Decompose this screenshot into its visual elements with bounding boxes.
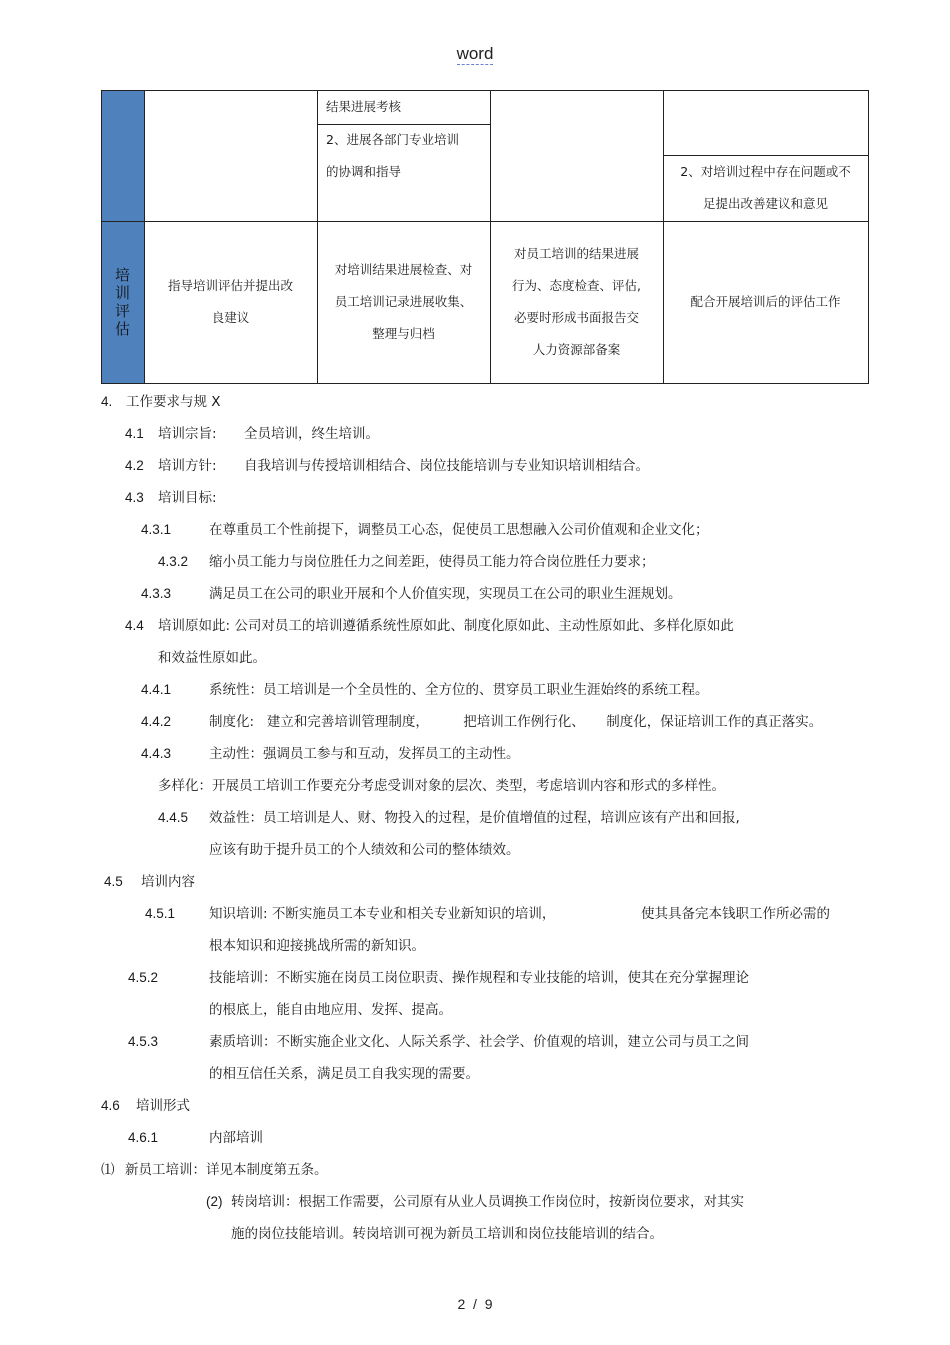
cell-text: 对员工培训的结果进展	[513, 246, 639, 261]
section-text: 知识培训: 不断实施员工本专业和相关专业新知识的培训，	[209, 906, 556, 922]
section-text: 满足员工在公司的职业开展和个人价值实现，实现员工在公司的职业生涯规划。	[209, 586, 682, 602]
section-number: 4.5.2	[128, 970, 159, 985]
section-number: 4.6.1	[128, 1130, 159, 1145]
section-text: 在尊重员工个性前提下，调整员工心态，促使员工思想融入公司价值观和企业文化；	[209, 522, 709, 538]
section-text: 的相互信任关系，满足员工自我实现的需要。	[209, 1066, 479, 1082]
section-text: 全员培训，终生培训。	[244, 426, 379, 442]
cell-text: 的协调和指导	[326, 164, 402, 179]
page-number: 2 / 9	[457, 1296, 493, 1312]
section-text: 的根底上，能自由地应用、发挥、提高。	[209, 1002, 452, 1018]
section-number: 4.5	[104, 874, 123, 889]
table-cell	[317, 221, 490, 383]
section-number: 4.3.2	[158, 554, 189, 569]
section-label: 培训方针:	[158, 458, 217, 474]
table-cell	[317, 90, 490, 124]
section-text: 和效益性原如此。	[158, 650, 266, 666]
cell-text: 行为、态度检查、评估,	[512, 278, 641, 293]
section-number: 4.5.1	[145, 906, 176, 921]
cell-text: 良建议	[211, 310, 250, 325]
table-cell	[663, 155, 868, 221]
section-text: 应该有助于提升员工的个人绩效和公司的整体绩效。	[209, 842, 520, 858]
section-heading: 培训内容	[141, 874, 195, 890]
section-number: 4.3	[125, 490, 144, 505]
section-label: 培训目标:	[158, 490, 217, 506]
table-cell	[317, 124, 490, 221]
paragraph-marker: (2)	[206, 1194, 223, 1209]
row-label-char: 估	[114, 320, 130, 338]
section-number: 4.2	[125, 458, 144, 473]
section-text: 使其具备完本钱职工作所必需的	[641, 906, 830, 922]
section-text: 主动性：强调员工参与和互动，发挥员工的主动性。	[209, 746, 520, 762]
section-number: 4.4.5	[158, 810, 189, 825]
section-text: 制度化: 建立和完善培训管理制度， 把培训工作例行化、 制度化，保证培训工作的真正落实。	[209, 714, 823, 730]
cell-text: 足提出改善建议和意见	[702, 196, 828, 211]
row-label-training-evaluation	[101, 221, 144, 383]
cell-text: 2、进展各部门专业培训	[326, 132, 459, 147]
section-number: 4.	[101, 394, 113, 409]
table-header-column	[101, 90, 144, 221]
section-number: 4.1	[125, 426, 144, 441]
section-number: 4.4.2	[141, 714, 172, 729]
cell-text: 配合开展培训后的评估工作	[690, 294, 841, 309]
responsibility-table	[101, 90, 869, 384]
section-text: 多样化：开展员工培训工作要充分考虑受训对象的层次、类型，考虑培训内容和形式的多样性。	[158, 778, 725, 794]
document-header	[0, 44, 950, 64]
cell-text: 员工培训记录进展收集、	[334, 294, 473, 309]
row-label-char: 培	[114, 266, 130, 284]
section-text: 培训原如此: 公司对员工的培训遵循系统性原如此、制度化原如此、主动性原如此、多样化原如此	[158, 618, 734, 634]
section-heading: 培训形式	[136, 1098, 190, 1114]
section-text: 转岗培训：根据工作需要，公司原有从业人员调换工作岗位时，按新岗位要求，对其实	[231, 1194, 744, 1210]
section-number: 4.4	[125, 618, 144, 633]
section-text: 素质培训：不断实施企业文化、人际关系学、社会学、价值观的培训，建立公司与员工之间	[209, 1034, 749, 1050]
section-number: 4.4.1	[141, 682, 172, 697]
section-number: 4.4.3	[141, 746, 172, 761]
cell-text: 人力资源部备案	[532, 342, 621, 357]
section-text: 内部培训	[209, 1130, 263, 1146]
section-number: 4.6	[101, 1098, 120, 1113]
row-label-char: 训	[114, 284, 130, 302]
section-text: 技能培训：不断实施在岗员工岗位职责、操作规程和专业技能的培训，使其在充分掌握理论	[209, 970, 749, 986]
row-label-char: 评	[114, 302, 130, 320]
section-label: 培训宗旨:	[158, 426, 217, 442]
cell-text: 必要时形成书面报告交	[513, 310, 639, 325]
section-text: 施的岗位技能培训。转岗培训可视为新员工培训和岗位技能培训的结合。	[231, 1226, 663, 1242]
section-text: 缩小员工能力与岗位胜任力之间差距，使得员工能力符合岗位胜任力要求；	[209, 554, 655, 570]
section-heading: 工作要求与规 X	[126, 394, 221, 410]
section-number: 4.5.3	[128, 1034, 159, 1049]
section-text: 自我培训与传授培训相结合、岗位技能培训与专业知识培训相结合。	[244, 458, 649, 474]
cell-text: 2、对培训过程中存在问题或不	[680, 164, 851, 179]
section-number: 4.3.3	[141, 586, 172, 601]
cell-text: 指导培训评估并提出改	[167, 278, 293, 293]
table-cell	[663, 221, 868, 383]
cell-text: 对培训结果进展检查、对	[334, 262, 473, 277]
table-cell	[144, 221, 317, 383]
cell-text: 整理与归档	[372, 326, 435, 341]
cell-text: 结果进展考核	[326, 99, 402, 114]
section-text: 系统性：员工培训是一个全员性的、全方位的、贯穿员工职业生涯始终的系统工程。	[209, 682, 709, 698]
section-text: 效益性：员工培训是人、财、物投入的过程，是价值增值的过程，培训应该有产出和回报,	[209, 810, 740, 826]
header-title: word	[456, 44, 494, 63]
table-cell	[490, 221, 663, 383]
section-number: 4.3.1	[141, 522, 172, 537]
section-text: 新员工培训：详见本制度第五条。	[125, 1162, 328, 1178]
section-text: 根本知识和迎接挑战所需的新知识。	[209, 938, 425, 954]
paragraph-marker: ⑴	[101, 1162, 115, 1177]
